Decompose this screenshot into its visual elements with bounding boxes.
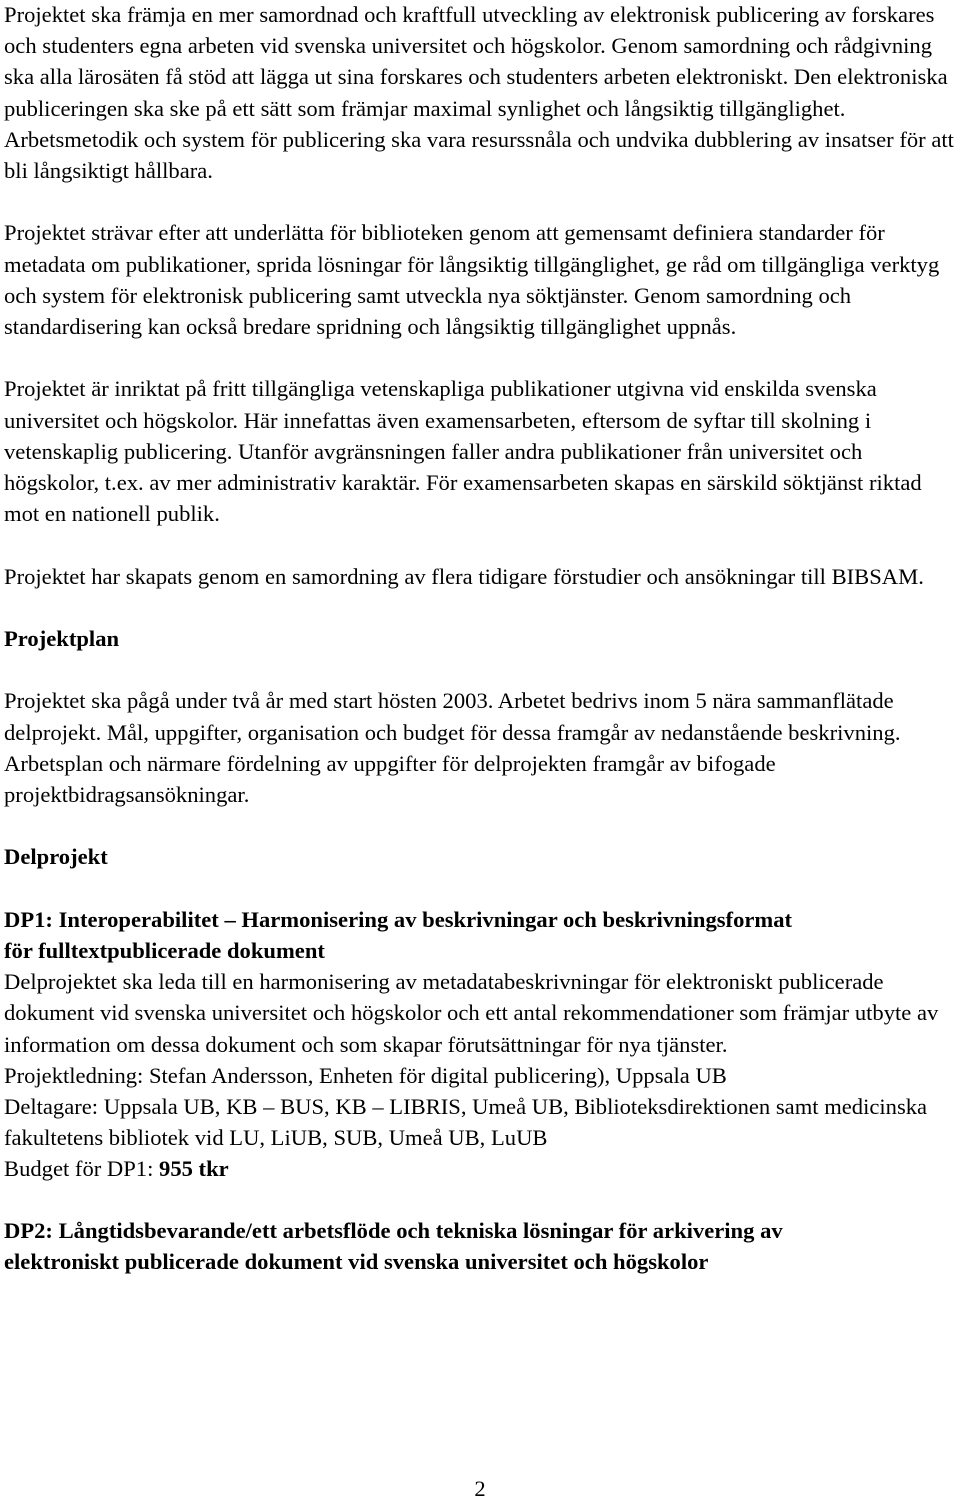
dp1-section: [4, 904, 958, 1185]
projektplan-heading: Projektplan: [4, 626, 120, 651]
dp2-section: [4, 1215, 958, 1277]
scope-paragraph: Projektet är inriktat på fritt tillgängliga vetenskapliga publikationer utgivna vid enskilda svenska universitet och högskolor. Här innefattas även examensarbeten, eftersom de syftar till skolning i vetenskaplig publicering. Utanför avgränsningen faller andra publikationer från universitet och högskolor, t.ex. av mer administrativ karaktär. För examensarbeten skapas en särskild söktjänst riktad mot en nationell publik.: [4, 376, 922, 527]
dp2-title-line1: DP2: Långtidsbevarande/ett arbetsflöde och tekniska lösningar för arkivering av: [4, 1217, 783, 1243]
dp1-title-line1: DP1: Interoperabilitet – Harmonisering av beskrivningar och beskrivningsformat: [4, 906, 793, 932]
document-page: [4, 0, 958, 1277]
dp1-description: Delprojektet ska leda till en harmonisering av metadatabeskrivningar för elektroniskt publicerade dokument vid svenska universitet och högskolor och ett antal rekommendationer som främjar utbyte av information om dessa dokument och som skapar förutsättningar för nya tjänster.: [4, 969, 939, 1057]
origin-paragraph: Projektet har skapats genom en samordning av flera tidigare förstudier och ansökningar till BIBSAM.: [4, 563, 924, 589]
intro-paragraph: Projektet ska främja en mer samordnad och kraftfull utveckling av elektronisk publicering av forskares och studenters egna arbeten vid svenska universitet och högskolor. Genom samordning och rådgivning ska alla lärosäten få stöd att lägga ut sina forskares och studenters arbeten elektroniskt. Den elektroniska publiceringen ska ske på ett sätt som främjar maximal synlighet och långsiktig tillgänglighet. Arbetsmetodik och system för publicering ska vara resurssnåla och undvika dubblering av insatser för att bli långsiktigt hållbara.: [4, 2, 954, 184]
page-number: 2: [474, 1476, 486, 1501]
goals-paragraph: Projektet strävar efter att underlätta för biblioteken genom att gemensamt definiera standarder för metadata om publikationer, sprida lösningar för långsiktig tillgänglighet, ge råd om tillgängliga verktyg och system för elektronisk publicering samt utveckla nya söktjänster. Genom samordning och standardisering kan också bredare spridning och långsiktig tillgänglighet uppnås.: [4, 220, 940, 340]
dp2-title-line2: elektroniskt publicerade dokument vid svenska universitet och högskolor: [4, 1248, 709, 1274]
projektplan-paragraph: Projektet ska pågå under två år med start hösten 2003. Arbetet bedrivs inom 5 nära sammanflätade delprojekt. Mål, uppgifter, organisation och budget för dessa framgår av nedanstående beskrivning. Arbetsplan och närmare fördelning av uppgifter för delprojekten framgår av bifogade projektbidragsansökningar.: [4, 688, 901, 807]
delprojekt-heading: Delprojekt: [4, 844, 108, 870]
dp1-budget: [4, 1153, 958, 1184]
dp1-title-line2: för fulltextpublicerade dokument: [4, 937, 325, 963]
dp1-budget-label: Budget för DP1:: [4, 1156, 160, 1182]
dp1-budget-value: 955 tkr: [159, 1156, 229, 1182]
dp1-participants: Deltagare: Uppsala UB, KB – BUS, KB – LIBRIS, Umeå UB, Biblioteksdirektionen samt medicinska fakultetens bibliotek vid LU, LiUB, SUB, Umeå UB, LuUB: [4, 1094, 928, 1151]
dp1-lead: Projektledning: Stefan Andersson, Enheten för digital publicering), Uppsala UB: [4, 1062, 727, 1088]
